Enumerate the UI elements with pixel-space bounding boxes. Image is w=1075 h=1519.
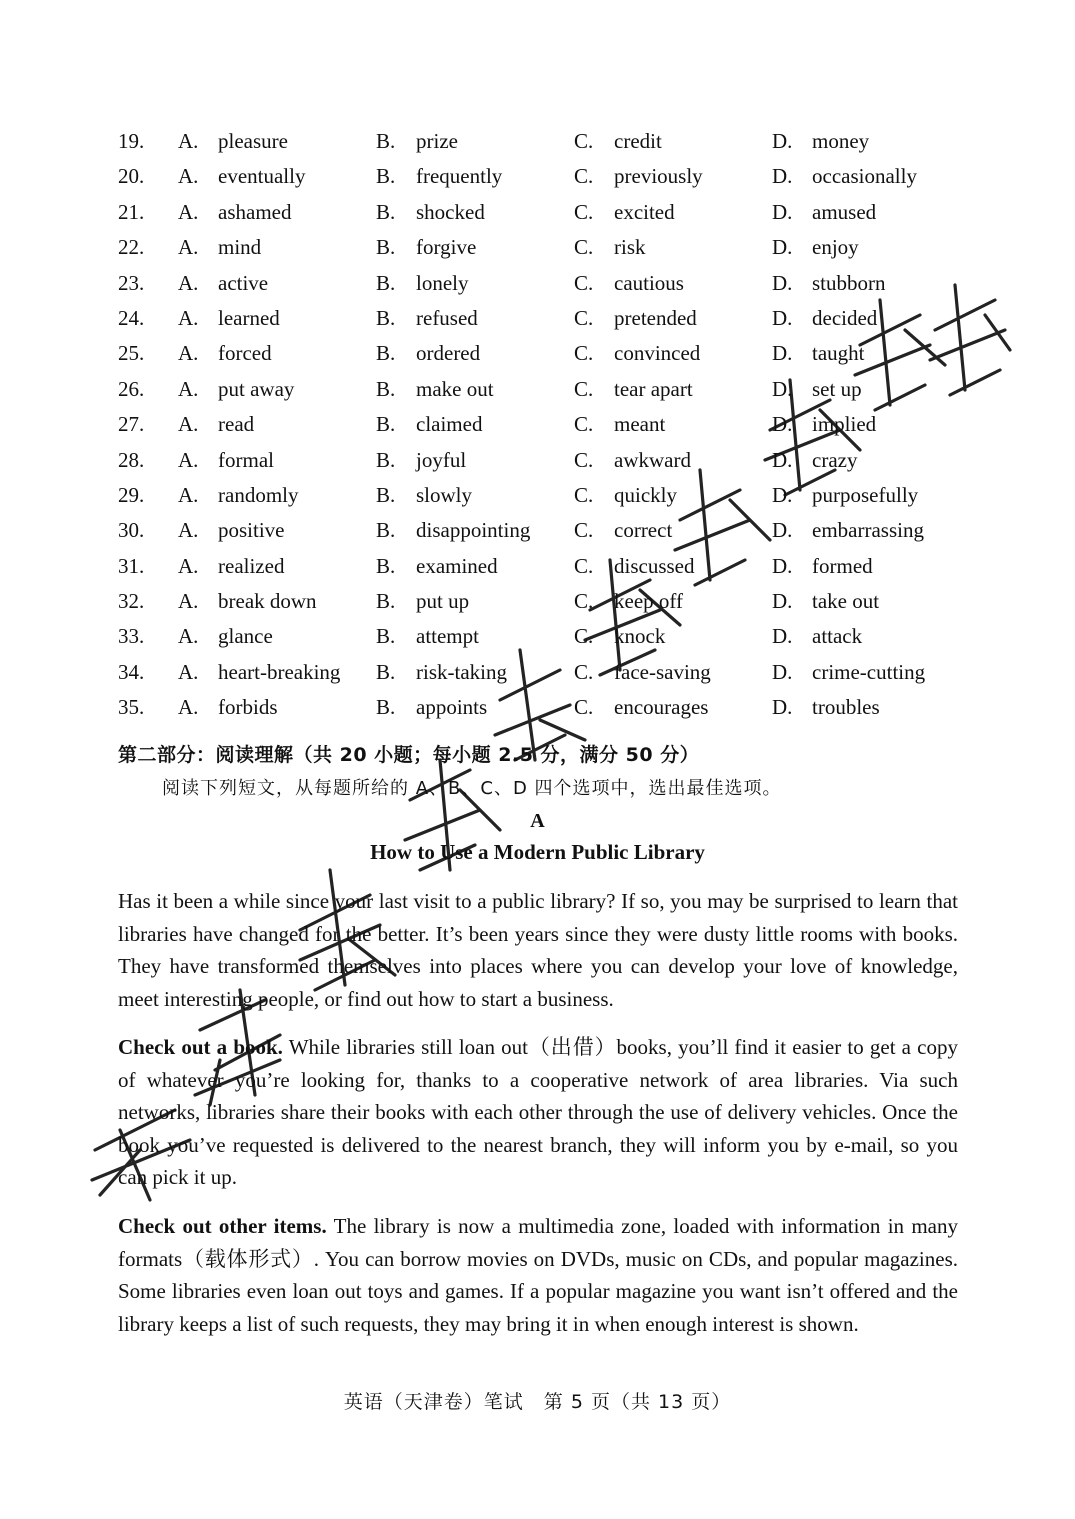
option-a (178, 584, 317, 619)
option-text: disappointing (416, 518, 531, 543)
option-letter: D. (772, 659, 793, 684)
option-letter: B. (376, 553, 396, 578)
option-a (178, 690, 278, 725)
option-letter: B. (376, 482, 396, 507)
choice-list (118, 124, 958, 726)
option-text: put away (218, 376, 295, 401)
option-letter: C. (574, 659, 594, 684)
option-c (574, 407, 665, 442)
option-d (772, 266, 886, 301)
option-text: amused (812, 199, 877, 224)
option-text: cautious (614, 270, 684, 295)
option-text: correct (614, 518, 673, 543)
option-text: heart-breaking (218, 659, 341, 684)
option-letter: C. (574, 235, 594, 260)
section-heading: 第二部分：阅读理解（共 20 小题；每小题 2.5 分，满分 50 分） (118, 744, 700, 766)
option-d (772, 407, 876, 442)
option-text: put up (416, 589, 470, 614)
option-text: enjoy (812, 235, 859, 260)
option-text: glance (218, 624, 273, 649)
option-a (178, 159, 305, 194)
question-number: 35. (118, 695, 145, 720)
option-letter: B. (376, 164, 396, 189)
option-text: set up (812, 376, 862, 401)
option-letter: C. (574, 129, 594, 153)
option-letter: C. (574, 270, 594, 295)
question-number: 33. (118, 624, 145, 649)
option-letter: D. (772, 341, 793, 366)
option-letter: A. (178, 447, 199, 472)
option-text: forgive (416, 235, 477, 260)
option-letter: A. (178, 589, 199, 614)
option-c (574, 372, 693, 407)
option-b (376, 230, 476, 265)
option-c (574, 584, 683, 619)
option-text: taught (812, 341, 865, 366)
question-number: 23. (118, 270, 145, 295)
option-letter: B. (376, 129, 396, 153)
option-a (178, 619, 273, 654)
option-letter: B. (376, 447, 396, 472)
option-a (178, 230, 261, 265)
option-text: formal (218, 447, 274, 472)
option-letter: A. (178, 376, 199, 401)
option-letter: B. (376, 235, 396, 260)
option-letter: A. (178, 199, 199, 224)
option-c (574, 195, 675, 230)
option-d (772, 619, 862, 654)
option-letter: D. (772, 518, 793, 543)
paragraph-check-out-book (118, 1031, 958, 1194)
option-b (376, 159, 502, 194)
option-c (574, 266, 684, 301)
option-text: face-saving (614, 659, 711, 684)
option-b (376, 443, 466, 478)
option-text: previously (614, 164, 703, 189)
option-text: randomly (218, 482, 299, 507)
option-d (772, 336, 865, 371)
option-text: frequently (416, 164, 503, 189)
option-letter: C. (574, 695, 594, 720)
question-number: 31. (118, 553, 145, 578)
option-text: credit (614, 129, 662, 153)
option-letter: A. (178, 235, 199, 260)
option-letter: C. (574, 305, 594, 330)
option-letter: C. (574, 341, 594, 366)
option-text: take out (812, 589, 880, 614)
paragraph-body: While libraries still loan out（出借）books, you’ll find it easier to get a copy of whatever you’re looking for, thanks to a cooperative network of area libraries. Via such networks, libraries share their books with each other through the use of delivery vehicles. Once the book you’ve requested is delivered to the nearest branch, they will inform you by e-mail, so you can pick it up. (118, 1035, 958, 1189)
question-number: 34. (118, 659, 145, 684)
choice-row (118, 372, 958, 407)
option-a (178, 195, 291, 230)
option-letter: D. (772, 695, 793, 720)
option-letter: C. (574, 447, 594, 472)
option-letter: C. (574, 624, 594, 649)
paragraph-intro: Has it been a while since your last visit to a public library? If so, you may be surprised to learn that libraries have changed for the better. It’s been years since they were dusty little rooms with books. They have transformed themselves into places where you can develop your love of knowledge, meet interesting people, or find out how to start a business. (118, 889, 958, 1011)
option-text: occasionally (812, 164, 917, 189)
option-text: embarrassing (812, 518, 924, 543)
choice-row (118, 549, 958, 584)
option-b (376, 124, 458, 159)
option-a (178, 513, 285, 548)
instruction: 阅读下列短文，从每题所给的 A、B、C、D 四个选项中，选出最佳选项。 (162, 778, 782, 799)
option-d (772, 584, 879, 619)
option-text: pleasure (218, 129, 288, 153)
question-number: 28. (118, 447, 145, 472)
option-letter: D. (772, 624, 793, 649)
option-a (178, 655, 340, 690)
choice-row (118, 230, 958, 265)
choice-row (118, 619, 958, 654)
option-a (178, 478, 298, 513)
question-number: 21. (118, 199, 145, 224)
option-text: formed (812, 553, 873, 578)
option-letter: C. (574, 164, 594, 189)
choice-row (118, 124, 958, 159)
option-letter: B. (376, 270, 396, 295)
option-letter: D. (772, 129, 793, 153)
option-text: keep off (614, 589, 683, 614)
option-text: forbids (218, 695, 278, 720)
option-c (574, 619, 665, 654)
option-c (574, 159, 703, 194)
option-text: encourages (614, 695, 709, 720)
option-b (376, 407, 482, 442)
option-d (772, 549, 873, 584)
choice-row (118, 159, 958, 194)
option-d (772, 513, 924, 548)
option-text: claimed (416, 412, 483, 437)
option-c (574, 549, 695, 584)
option-c (574, 443, 691, 478)
option-text: joyful (416, 447, 467, 472)
option-letter: A. (178, 553, 199, 578)
option-c (574, 336, 700, 371)
option-a (178, 301, 280, 336)
option-letter: D. (772, 482, 793, 507)
option-letter: A. (178, 164, 199, 189)
option-letter: B. (376, 412, 396, 437)
option-text: crazy (812, 447, 858, 472)
question-number: 30. (118, 518, 145, 543)
option-text: make out (416, 376, 494, 401)
option-b (376, 195, 485, 230)
option-letter: D. (772, 447, 793, 472)
choice-row (118, 513, 958, 548)
question-number: 26. (118, 376, 145, 401)
option-letter: C. (574, 589, 594, 614)
option-d (772, 655, 925, 690)
option-letter: A. (178, 341, 199, 366)
passage-letter: A (530, 810, 545, 832)
option-c (574, 230, 646, 265)
option-letter: B. (376, 341, 396, 366)
question-number: 19. (118, 129, 145, 153)
option-d (772, 195, 876, 230)
option-d (772, 159, 917, 194)
option-text: ordered (416, 341, 481, 366)
paragraph-body: The library is now a multimedia zone, loaded with information in many formats（载体形式）. You can borrow movies on DVDs, music on CDs, and popular magazines. Some libraries even loan out toys and games. If a popular magazine you want isn’t offered and the library keeps a list of such requests, they may bring it in when enough interest is shown. (118, 1214, 958, 1336)
option-text: convinced (614, 341, 701, 366)
option-letter: A. (178, 305, 199, 330)
option-text: lonely (416, 270, 469, 295)
option-text: risk-taking (416, 659, 507, 684)
option-text: forced (218, 341, 272, 366)
option-letter: D. (772, 164, 793, 189)
option-letter: D. (772, 589, 793, 614)
option-letter: D. (772, 270, 793, 295)
option-text: crime-cutting (812, 659, 926, 684)
option-text: read (218, 412, 255, 437)
option-text: risk (614, 235, 646, 260)
choice-row (118, 690, 958, 725)
option-c (574, 513, 672, 548)
choice-row (118, 443, 958, 478)
option-c (574, 655, 711, 690)
option-text: shocked (416, 199, 485, 224)
question-number: 24. (118, 305, 145, 330)
option-b (376, 655, 507, 690)
option-d (772, 443, 857, 478)
option-text: appoints (416, 695, 488, 720)
question-number: 20. (118, 164, 145, 189)
option-a (178, 336, 272, 371)
option-letter: D. (772, 305, 793, 330)
option-letter: C. (574, 376, 594, 401)
option-letter: C. (574, 482, 594, 507)
option-text: quickly (614, 482, 677, 507)
option-letter: B. (376, 695, 396, 720)
option-text: tear apart (614, 376, 693, 401)
option-letter: B. (376, 589, 396, 614)
option-letter: A. (178, 624, 199, 649)
choice-row (118, 195, 958, 230)
option-letter: B. (376, 305, 396, 330)
option-a (178, 266, 268, 301)
option-text: prize (416, 129, 458, 153)
question-number: 22. (118, 235, 145, 260)
option-text: slowly (416, 482, 473, 507)
option-text: excited (614, 199, 675, 224)
option-a (178, 443, 274, 478)
option-text: meant (614, 412, 666, 437)
question-number: 27. (118, 412, 145, 437)
question-number: 29. (118, 482, 145, 507)
option-b (376, 372, 494, 407)
option-text: break down (218, 589, 317, 614)
option-c (574, 124, 662, 159)
option-b (376, 619, 479, 654)
choice-row (118, 655, 958, 690)
option-b (376, 690, 487, 725)
option-letter: A. (178, 412, 199, 437)
option-letter: A. (178, 659, 199, 684)
option-a (178, 124, 288, 159)
option-letter: A. (178, 695, 199, 720)
option-letter: D. (772, 235, 793, 260)
option-text: knock (614, 624, 666, 649)
option-letter: C. (574, 553, 594, 578)
option-text: attack (812, 624, 863, 649)
option-a (178, 407, 254, 442)
option-text: stubborn (812, 270, 886, 295)
option-letter: D. (772, 412, 793, 437)
question-number: 25. (118, 341, 145, 366)
option-letter: C. (574, 518, 594, 543)
choice-row (118, 336, 958, 371)
option-letter: D. (772, 553, 793, 578)
option-d (772, 230, 859, 265)
option-letter: C. (574, 199, 594, 224)
option-letter: A. (178, 518, 199, 543)
option-text: active (218, 270, 269, 295)
option-text: pretended (614, 305, 697, 330)
option-text: money (812, 129, 870, 153)
option-letter: B. (376, 624, 396, 649)
option-text: attempt (416, 624, 479, 649)
option-c (574, 301, 697, 336)
option-b (376, 336, 480, 371)
option-b (376, 584, 469, 619)
option-d (772, 690, 880, 725)
option-b (376, 301, 478, 336)
question-number: 32. (118, 589, 145, 614)
option-letter: A. (178, 482, 199, 507)
option-d (772, 301, 877, 336)
option-c (574, 690, 708, 725)
paragraph-check-out-items (118, 1210, 958, 1340)
option-b (376, 478, 472, 513)
option-text: purposefully (812, 482, 919, 507)
option-b (376, 549, 498, 584)
option-text: examined (416, 553, 498, 578)
option-text: troubles (812, 695, 880, 720)
option-letter: D. (772, 199, 793, 224)
choice-row (118, 407, 958, 442)
passage-title: How to Use a Modern Public Library (370, 840, 705, 864)
option-c (574, 478, 677, 513)
option-text: awkward (614, 447, 691, 472)
option-letter: B. (376, 376, 396, 401)
option-a (178, 372, 294, 407)
choice-row (118, 478, 958, 513)
option-text: decided (812, 305, 878, 330)
option-text: positive (218, 518, 285, 543)
option-letter: D. (772, 376, 793, 401)
option-d (772, 478, 918, 513)
option-text: realized (218, 553, 285, 578)
paragraph-lead: Check out a book. (118, 1035, 283, 1059)
option-text: discussed (614, 553, 695, 578)
option-text: learned (218, 305, 280, 330)
option-text: ashamed (218, 199, 292, 224)
option-letter: B. (376, 518, 396, 543)
option-b (376, 266, 469, 301)
option-letter: B. (376, 199, 396, 224)
choice-row (118, 266, 958, 301)
option-a (178, 549, 284, 584)
page-footer: 英语（天津卷）笔试 第 5 页（共 13 页） (343, 1391, 732, 1413)
choice-row (118, 301, 958, 336)
option-letter: A. (178, 129, 199, 153)
option-letter: B. (376, 659, 396, 684)
option-text: mind (218, 235, 262, 260)
option-letter: C. (574, 412, 594, 437)
option-letter: A. (178, 270, 199, 295)
option-d (772, 124, 869, 159)
option-text: eventually (218, 164, 306, 189)
choice-row (118, 584, 958, 619)
option-text: implied (812, 412, 877, 437)
option-d (772, 372, 862, 407)
option-text: refused (416, 305, 478, 330)
paragraph-lead: Check out other items. (118, 1214, 327, 1238)
option-b (376, 513, 530, 548)
